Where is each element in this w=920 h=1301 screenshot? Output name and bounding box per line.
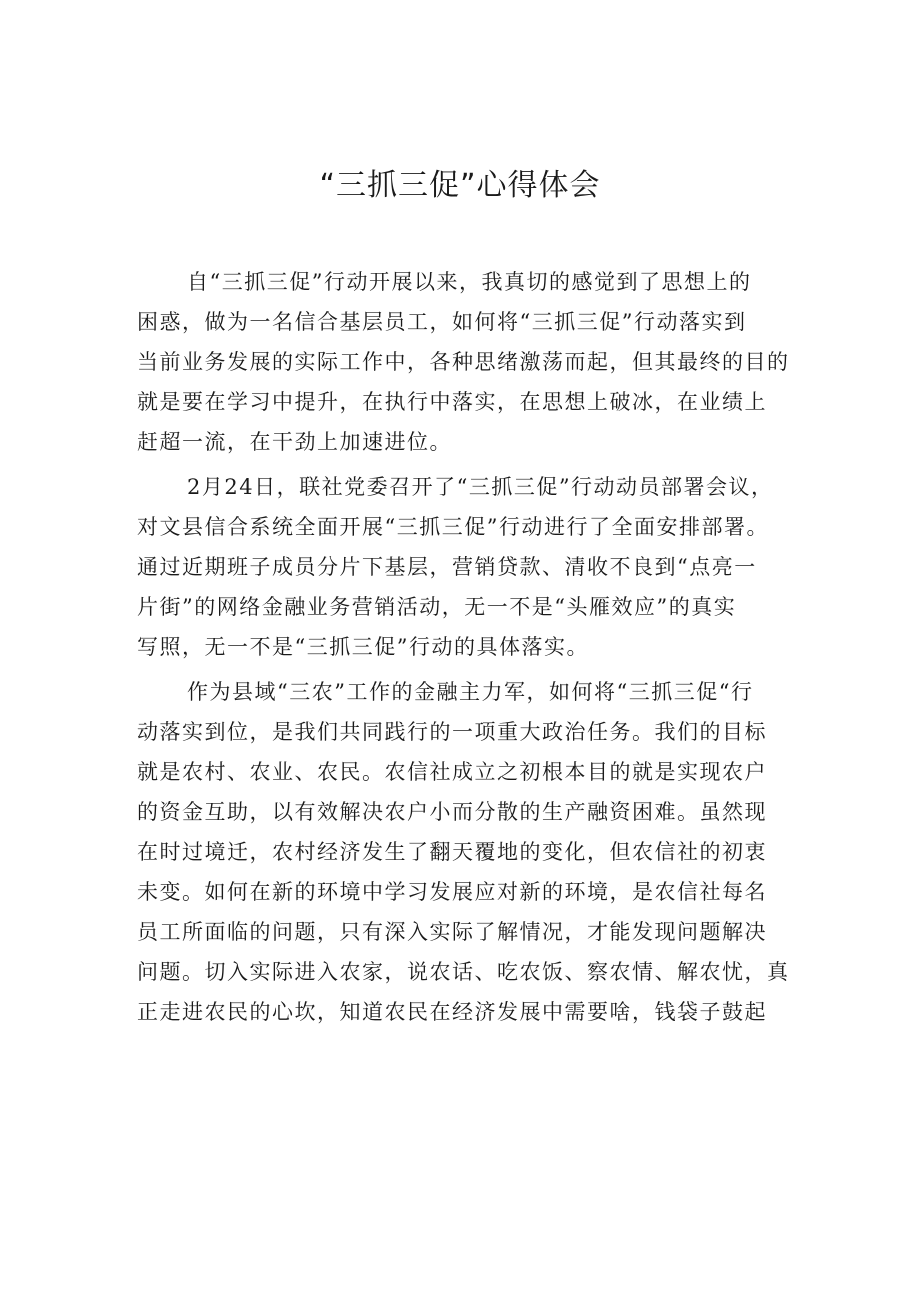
text-line: 在时过境迁，农村经济发生了翻天覆地的变化，但农信社的初衷 [137, 840, 767, 864]
paragraph-1 [137, 262, 792, 462]
text-line: 未变。如何在新的环境中学习发展应对新的环境，是农信社每名 [137, 880, 767, 904]
text-line: 问题。切入实际进入农家，说农话、吃农饭、察农情、解农忧，真 [137, 960, 790, 984]
text-line: 当前业务发展的实际工作中，各种思绪激荡而起，但其最终的目的 [137, 350, 790, 374]
text-line: 就是农村、农业、农民。农信社成立之初根本目的就是实现农户 [137, 760, 767, 784]
text-line: 片街”的网络金融业务营销活动，无一不是“头雁效应”的真实 [137, 595, 737, 619]
text-line: 写照，无一不是“三抓三促”行动的具体落实。 [137, 635, 589, 659]
text-line: 通过近期班子成员分片下基层，营销贷款、清收不良到“点亮一 [137, 555, 757, 579]
document-body [137, 262, 792, 1037]
text-line: 就是要在学习中提升，在执行中落实，在思想上破冰，在业绩上 [137, 390, 767, 414]
paragraph-2 [137, 467, 792, 667]
text-line: 赶超一流，在干劲上加速进位。 [137, 430, 452, 454]
text-line: 员工所面临的问题，只有深入实际了解情况，才能发现问题解决 [137, 920, 767, 944]
document-title: “三抓三促”心得体会 [319, 168, 601, 203]
paragraph-3 [137, 672, 792, 1032]
text-line: 的资金互助，以有效解决农户小而分散的生产融资困难。虽然现 [137, 800, 767, 824]
text-line: 自“三抓三促”行动开展以来，我真切的感觉到了思想上的 [187, 270, 752, 294]
text-line: 作为县域“三农”工作的金融主力军，如何将“三抓三促“行 [187, 680, 754, 704]
text-line: 困惑，做为一名信合基层员工，如何将“三抓三促”行动落实到 [137, 310, 747, 334]
text-line: 正走进农民的心坎，知道农民在经济发展中需要啥，钱袋子鼓起 [137, 1000, 767, 1024]
text-line: 2月24日，联社党委召开了“三抓三促”行动动员部署会议， [187, 475, 774, 499]
text-line: 对文县信合系统全面开展“三抓三促”行动进行了全面安排部署。 [137, 515, 769, 539]
text-line: 动落实到位，是我们共同践行的一项重大政治任务。我们的目标 [137, 720, 767, 744]
